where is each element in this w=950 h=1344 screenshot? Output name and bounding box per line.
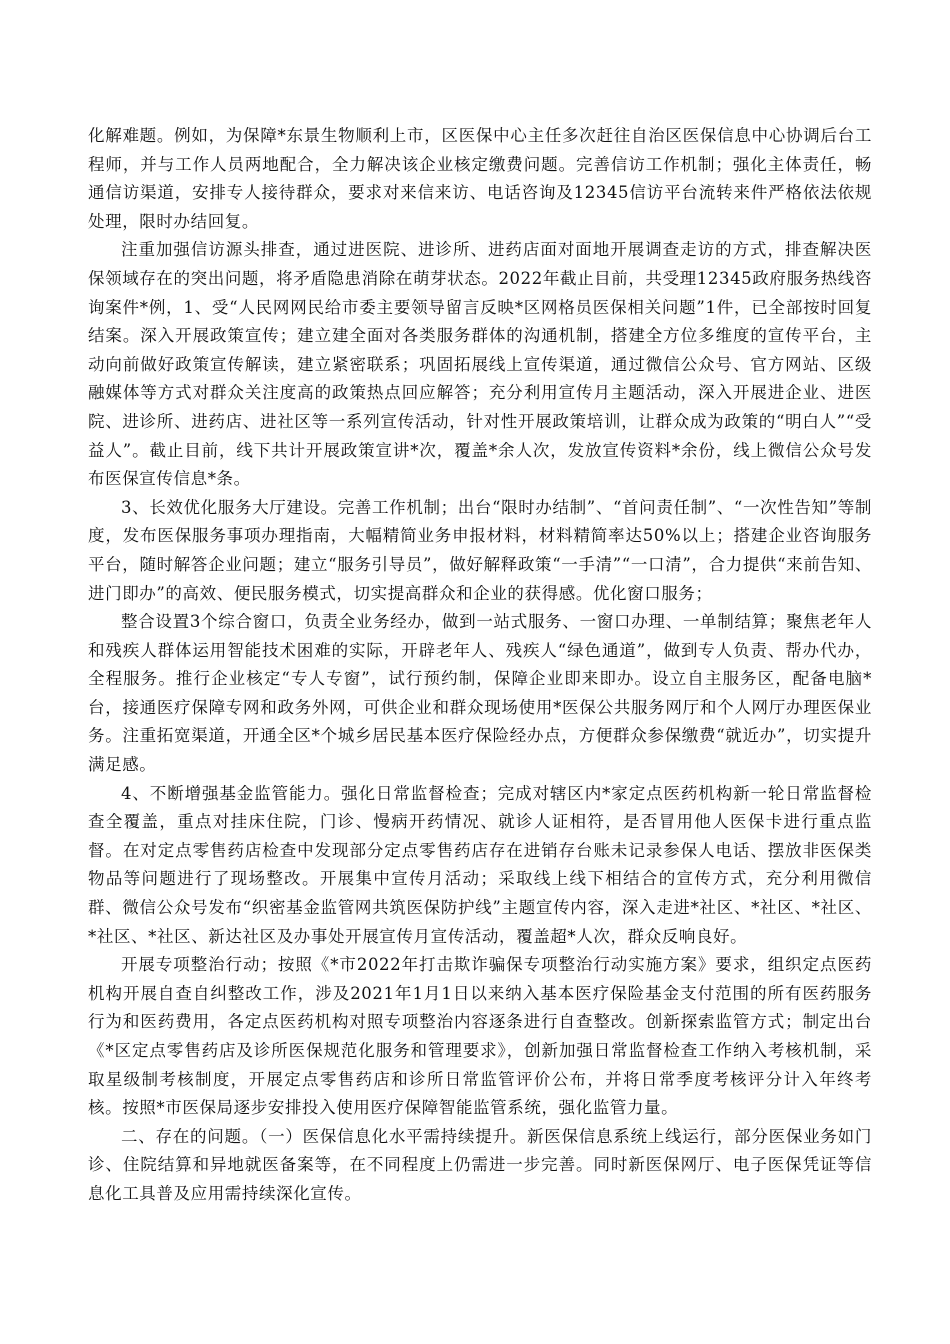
paragraph-comprehensive-windows: 整合设置3个综合窗口，负责全业务经办，做到一站式服务、一窗口办理、一单制结算；聚焦老年人和残疾人群体运用智能技术困难的实际，开辟老年人、残疾人“绿色通道”，做到专人负责、帮办代办，全程服务。推行企业核定“专人专窗”，试行预约制，保障企业即来即办。设立自主服务区，配备电脑*台，接通医疗保障专网和政务外网，可供企业和群众现场使用*医保公共服务网厅和个人网厅办理医保业务。注重拓宽渠道，开通全区*个城乡居民基本医疗保险经办点，方便群众参保缴费“就近办”，切实提升满足感。 — [88, 612, 872, 775]
paragraph-existing-problems: 二、存在的问题。（一）医保信息化水平需持续提升。新医保信息系统上线运行，部分医保业务如门诊、住院结算和异地就医备案等，在不同程度上仍需进一步完善。同时新医保网厅、电子医保凭证等信息化工具普及应用需持续深化宣传。 — [88, 1126, 872, 1203]
document-body — [88, 122, 872, 1209]
paragraph-fund-supervision: 4、不断增强基金监管能力。强化日常监督检查；完成对辖区内*家定点医药机构新一轮日常监督检查全覆盖，重点对挂床住院，门诊、慢病开药情况、就诊人证相符，是否冒用他人医保卡进行重点监督。在对定点零售药店检查中发现部分定点零售药店存在进销存台账未记录参保人电话、摆放非医保类物品等问题进行了现场整改。开展集中宣传月活动；采取线上线下相结合的宣传方式，充分利用微信群、微信公众号发布“织密基金监管网共筑医保防护线”主题宣传内容，深入走进*社区、*社区、*社区、*社区、*社区、新达社区及办事处开展宣传月宣传活动，覆盖超*人次，群众反响良好。 — [88, 783, 872, 946]
paragraph-petition-source-investigation: 注重加强信访源头排查，通过进医院、进诊所、进药店面对面地开展调查走访的方式，排查解决医保领域存在的突出问题，将矛盾隐患消除在萌芽状态。2022年截止目前，共受理12345政府服务热线咨询案件*例，1、受“人民网网民给市委主要领导留言反映*区网格员医保相关问题”1件，已全部按时回复结案。深入开展政策宣传；建立建全面对各类服务群体的沟通机制，搭建全方位多维度的宣传平台，主动向前做好政策宣传解读，建立紧密联系；巩固拓展线上宣传渠道，通过微信公众号、官方网站、区级融媒体等方式对群众关注度高的政策热点回应解答；充分利用宣传月主题活动，深入开展进企业、进医院、进诊所、进药店、进社区等一系列宣传活动，针对性开展政策培训，让群众成为政策的“明白人”“受益人”。截止目前，线下共计开展政策宣讲*次，覆盖*余人次，发放宣传资料*余份，线上微信公众号发布医保宣传信息*条。 — [88, 240, 872, 489]
paragraph-special-rectification: 开展专项整治行动；按照《*市2022年打击欺诈骗保专项整治行动实施方案》要求，组织定点医药机构开展自查自纠整改工作，涉及2021年1月1日以来纳入基本医疗保险基金支付范围的所有医药服务行为和医药费用，各定点医药机构对照专项整治内容逐条进行自查整改。创新探索监管方式；制定出台《*区定点零售药店及诊所医保规范化服务和管理要求》，创新加强日常监督检查工作纳入考核机制，采取星级制考核制度，开展定点零售药店和诊所日常监管评价公布，并将日常季度考核评分计入年终考核。按照*市医保局逐步安排投入使用医疗保障智能监管系统，强化监管力量。 — [88, 955, 872, 1118]
paragraph-service-hall-construction: 3、长效优化服务大厅建设。完善工作机制；出台“限时办结制”、“首问责任制”、“一次性告知”等制度，发布医保服务事项办理指南，大幅精简业务申报材料，材料精简率达50%以上；搭建企业咨询服务平台，随时解答企业问题；建立“服务引导员”，做好解释政策“一手清”“一口清”，合力提供“来前告知、进门即办”的高效、便民服务模式，切实提高群众和企业的获得感。优化窗口服务； — [88, 497, 872, 603]
paragraph-petition-mechanism: 化解难题。例如，为保障*东景生物顺利上市，区医保中心主任多次赶往自治区医保信息中心协调后台工程师，并与工作人员两地配合，全力解决该企业核定缴费问题。完善信访工作机制；强化主体责任，畅通信访渠道，安排专人接待群众，要求对来信来访、电话咨询及12345信访平台流转来件严格依法依规处理，限时办结回复。 — [88, 126, 872, 231]
